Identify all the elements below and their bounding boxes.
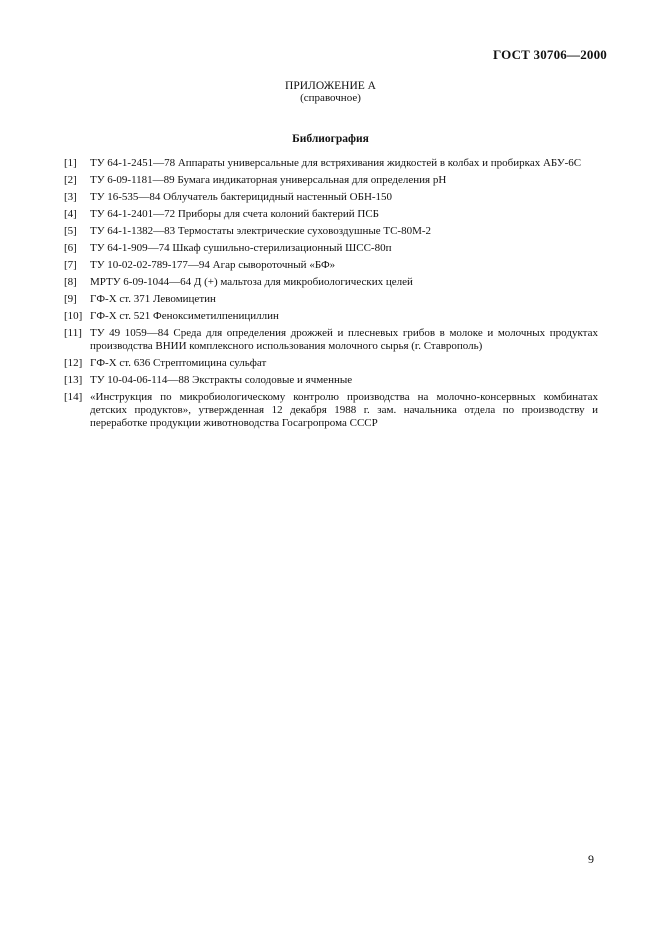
bibliography-item (64, 242, 598, 255)
item-number: [7] (64, 259, 77, 271)
standard-code: ГОСТ 30706—2000 (492, 47, 607, 62)
bibliography-item (64, 191, 598, 204)
bibliography-item (64, 157, 598, 170)
item-number: [6] (64, 242, 77, 254)
item-text: ТУ 64-1-1382—83 Термостаты электрические суховоздушные ТС-80М-2 (90, 225, 432, 237)
item-text: ТУ 49 1059—84 Среда для определения дрожжей и плесневых грибов в молоке и молочных продуктах производства ВНИИ комплексного использования молочного сырья (г. Ставрополь) (90, 327, 598, 352)
item-text: ТУ 10-02-02-789-177—94 Агар сывороточный «БФ» (90, 259, 336, 271)
item-number: [9] (64, 293, 77, 305)
item-text: ГФ-Х ст. 371 Левомицетин (90, 293, 216, 305)
item-number: [11] (64, 327, 82, 339)
item-number: [3] (64, 191, 77, 203)
item-text: ГФ-Х ст. 636 Стрептомицина сульфат (90, 357, 267, 369)
item-text: ГФ-Х ст. 521 Феноксиметилпенициллин (90, 310, 279, 322)
item-number: [2] (64, 174, 77, 186)
item-number: [4] (64, 208, 77, 220)
appendix-subtitle: (справочное) (300, 92, 361, 104)
bibliography-item (64, 357, 598, 370)
item-text: «Инструкция по микробиологическому контролю производства на молочно-консервных комбинатах детских продуктов», утвержденная 12 декабря 1988 г. зам. начальника отдела по производству и переработке продукции животноводства Госагропрома СССР (90, 391, 598, 429)
item-number: [10] (64, 310, 83, 322)
item-number: [5] (64, 225, 77, 237)
bibliography-item (64, 276, 598, 289)
bibliography-item (64, 391, 598, 430)
page-number: 9 (588, 852, 594, 866)
item-text: ТУ 64-1-909—74 Шкаф сушильно-стерилизационный ШСС-80п (90, 242, 392, 254)
bibliography-item (64, 259, 598, 272)
item-text: ТУ 64-1-2401—72 Приборы для счета колоний бактерий ПСБ (90, 208, 379, 220)
item-text: ТУ 10-04-06-114—88 Экстракты солодовые и ячменные (90, 374, 353, 386)
item-number: [14] (64, 391, 83, 403)
item-text: ТУ 16-535—84 Облучатель бактерицидный настенный ОБН-150 (90, 191, 393, 203)
item-text: ТУ 6-09-1181—89 Бумага индикаторная универсальная для определения pH (90, 174, 447, 186)
bibliography-item (64, 327, 598, 353)
item-text: МРТУ 6-09-1044—64 Д (+) мальтоза для микробиологических целей (90, 276, 413, 288)
item-number: [8] (64, 276, 77, 288)
bibliography-item (64, 225, 598, 238)
item-number: [13] (64, 374, 83, 386)
bibliography-item (64, 174, 598, 187)
bibliography-item (64, 208, 598, 221)
bibliography-item (64, 310, 598, 323)
bibliography-item (64, 374, 598, 387)
item-number: [12] (64, 357, 83, 369)
bibliography-list (64, 157, 598, 434)
bibliography-item (64, 293, 598, 306)
item-number: [1] (64, 157, 77, 169)
bibliography-heading: Библиография (292, 133, 369, 145)
appendix-title: ПРИЛОЖЕНИЕ А (285, 80, 376, 92)
item-text: ТУ 64-1-2451—78 Аппараты универсальные для встряхивания жидкостей в колбах и пробирках АБУ-6С (90, 157, 582, 169)
